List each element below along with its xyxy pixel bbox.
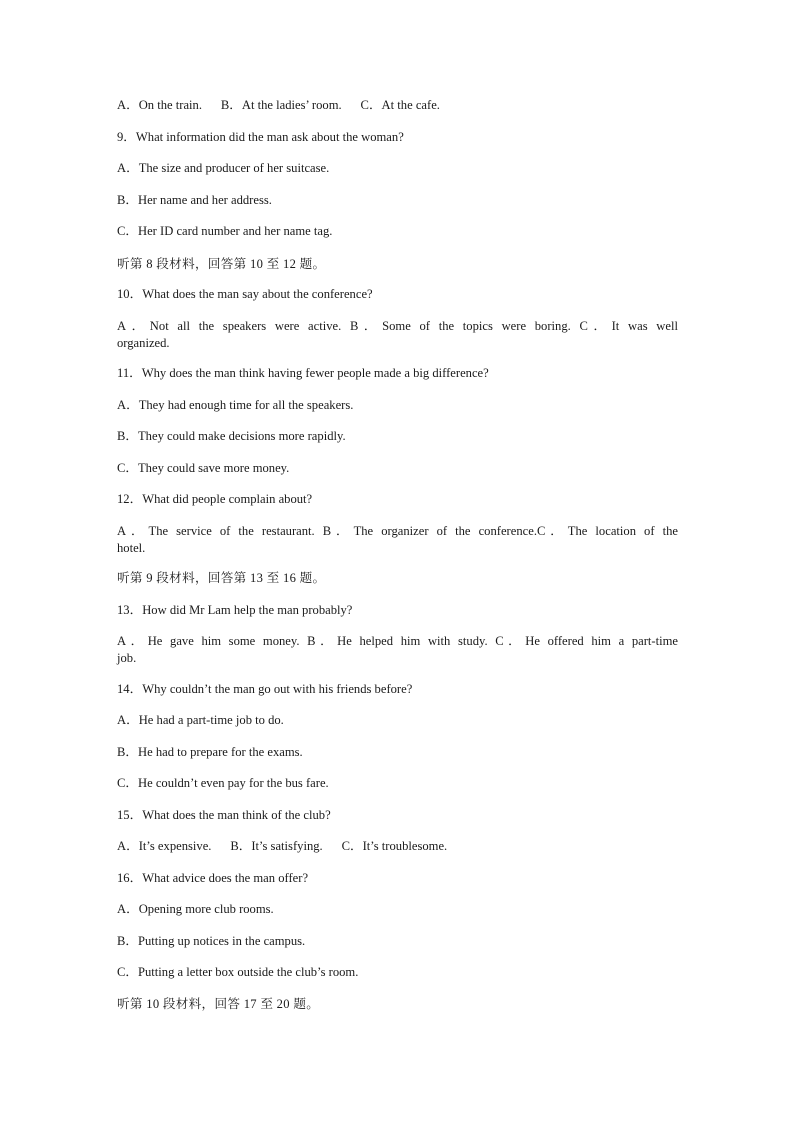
q13-options: A．He gave him some money. B．He helped him with study. C．He offered him a part-time (117, 634, 678, 648)
q10-question: 10．What does the man say about the conference? (117, 287, 373, 301)
q9-option-c: C．Her ID card number and her name tag. (117, 224, 333, 238)
q13-question: 13．How did Mr Lam help the man probably? (117, 603, 353, 617)
q12-question: 12．What did people complain about? (117, 492, 313, 506)
section-9-heading: 听第 9 段材料，回答第 13 至 16 题。 (117, 571, 326, 585)
q10-options-cont: organized. (117, 336, 170, 350)
q12-options-cont: hotel. (117, 541, 146, 555)
section-10-heading: 听第 10 段材料，回答 17 至 20 题。 (117, 997, 320, 1011)
q11-option-b: B．They could make decisions more rapidly. (117, 429, 346, 443)
q14-option-c: C．He couldn’t even pay for the bus fare. (117, 776, 329, 790)
q11-option-a: A．They had enough time for all the speakers. (117, 398, 354, 412)
q16-option-a: A．Opening more club rooms. (117, 902, 274, 916)
q16-option-c: C．Putting a letter box outside the club’s room. (117, 965, 359, 979)
q9-option-b: B．Her name and her address. (117, 193, 272, 207)
q16-question: 16．What advice does the man offer? (117, 871, 309, 885)
q13-options-cont: job. (117, 651, 137, 665)
section-8-heading: 听第 8 段材料，回答第 10 至 12 题。 (117, 257, 326, 271)
q11-option-c: C．They could save more money. (117, 461, 290, 475)
q15-question: 15．What does the man think of the club? (117, 808, 331, 822)
q16-option-b: B．Putting up notices in the campus. (117, 934, 306, 948)
q15-options: A．It’s expensive. B．It’s satisfying. C．It’s troublesome. (117, 839, 448, 853)
q12-options: A．The service of the restaurant. B．The organizer of the conference.C．The location of the (117, 524, 678, 538)
q11-question: 11．Why does the man think having fewer people made a big difference? (117, 366, 489, 380)
q10-options: A．Not all the speakers were active. B．Some of the topics were boring. C．It was well (117, 319, 678, 333)
q9-question: 9．What information did the man ask about the woman? (117, 130, 404, 144)
q14-question: 14．Why couldn’t the man go out with his friends before? (117, 682, 413, 696)
q9-option-a: A．The size and producer of her suitcase. (117, 161, 330, 175)
q8-options: A．On the train. B．At the ladies’ room. C．At the cafe. (117, 98, 440, 112)
q14-option-b: B．He had to prepare for the exams. (117, 745, 303, 759)
q14-option-a: A．He had a part-time job to do. (117, 713, 284, 727)
